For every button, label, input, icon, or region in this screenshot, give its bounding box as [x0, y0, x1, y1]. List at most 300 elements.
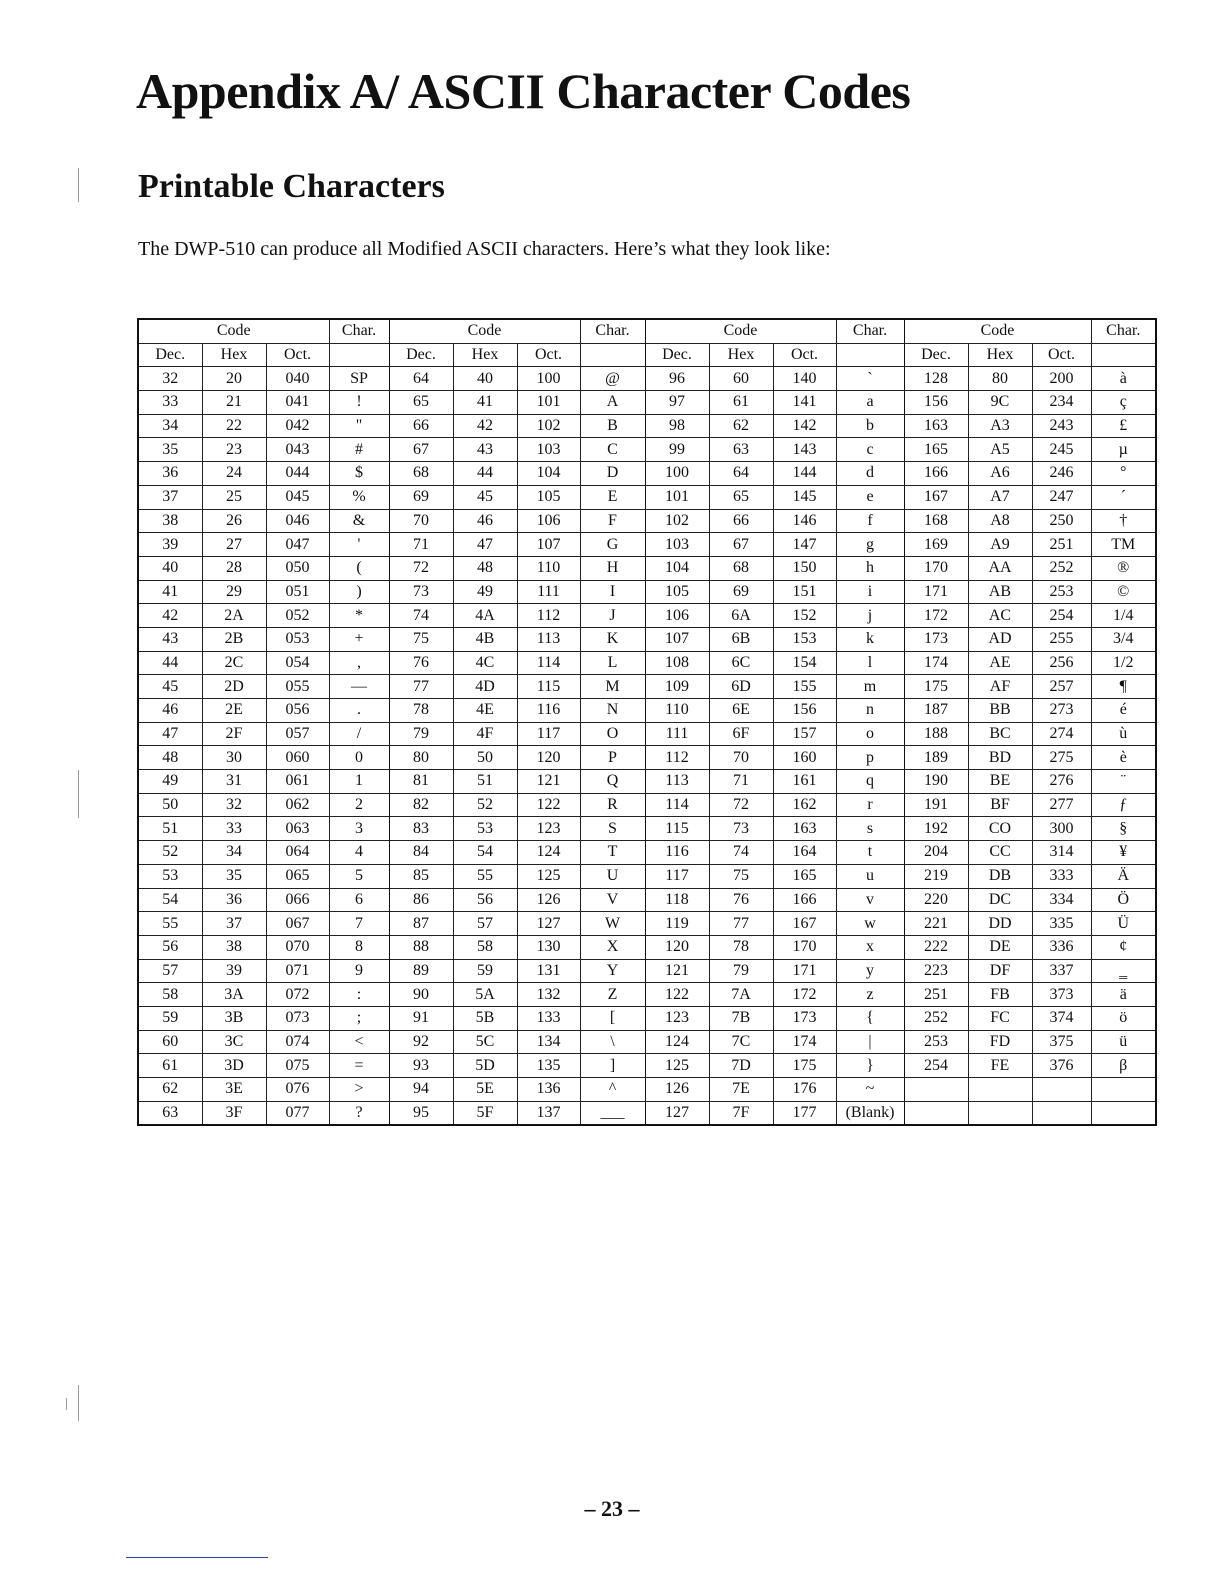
oct-cell: 126 — [517, 888, 580, 912]
dec-cell: 34 — [138, 414, 202, 438]
oct-cell — [1032, 1101, 1091, 1125]
dec-cell: 58 — [138, 983, 202, 1007]
dec-cell: 49 — [138, 770, 202, 794]
oct-cell: 243 — [1032, 414, 1091, 438]
oct-cell: 076 — [266, 1078, 329, 1102]
dec-cell: 251 — [904, 983, 968, 1007]
hex-cell: 5D — [453, 1054, 517, 1078]
hex-cell: BC — [968, 722, 1032, 746]
dec-cell: 72 — [389, 556, 453, 580]
dec-cell: 94 — [389, 1078, 453, 1102]
hex-cell: 22 — [202, 414, 266, 438]
hex-cell: 3F — [202, 1101, 266, 1125]
dec-cell: 116 — [645, 841, 709, 865]
hex-cell: 2B — [202, 627, 266, 651]
oct-cell: 120 — [517, 746, 580, 770]
oct-cell: 105 — [517, 485, 580, 509]
char-cell: X — [580, 935, 645, 959]
hex-cell: 32 — [202, 793, 266, 817]
oct-cell: 127 — [517, 912, 580, 936]
char-cell: W — [580, 912, 645, 936]
oct-cell: 160 — [773, 746, 836, 770]
hex-cell: 2C — [202, 651, 266, 675]
hex-cell: CO — [968, 817, 1032, 841]
hex-cell: 69 — [709, 580, 773, 604]
hex-cell: 2F — [202, 722, 266, 746]
hex-cell: 7D — [709, 1054, 773, 1078]
oct-cell: 103 — [517, 438, 580, 462]
dec-header: Dec. — [138, 343, 202, 367]
hex-header: Hex — [202, 343, 266, 367]
char-cell: \ — [580, 1030, 645, 1054]
dec-cell: 204 — [904, 841, 968, 865]
oct-cell: 067 — [266, 912, 329, 936]
char-cell: a — [836, 391, 904, 415]
oct-cell: 121 — [517, 770, 580, 794]
char-cell: i — [836, 580, 904, 604]
hex-cell: 37 — [202, 912, 266, 936]
hex-cell — [968, 1101, 1032, 1125]
char-cell: A — [580, 391, 645, 415]
char-cell: . — [329, 699, 389, 723]
dec-cell: 39 — [138, 533, 202, 557]
oct-cell: 163 — [773, 817, 836, 841]
hex-cell: 2D — [202, 675, 266, 699]
hex-cell: 26 — [202, 509, 266, 533]
char-cell: 6 — [329, 888, 389, 912]
oct-cell: 050 — [266, 556, 329, 580]
char-cell: * — [329, 604, 389, 628]
hex-cell: 6C — [709, 651, 773, 675]
char-cell: , — [329, 651, 389, 675]
dec-cell: 111 — [645, 722, 709, 746]
hex-cell: 34 — [202, 841, 266, 865]
char-cell: o — [836, 722, 904, 746]
hex-cell: 56 — [453, 888, 517, 912]
char-cell: ! — [329, 391, 389, 415]
hex-cell: 3C — [202, 1030, 266, 1054]
hex-cell: 55 — [453, 864, 517, 888]
table-row — [138, 367, 1156, 391]
oct-cell: 137 — [517, 1101, 580, 1125]
oct-cell: 141 — [773, 391, 836, 415]
oct-cell: 116 — [517, 699, 580, 723]
hex-cell: BB — [968, 699, 1032, 723]
dec-cell: 119 — [645, 912, 709, 936]
dec-cell: 82 — [389, 793, 453, 817]
char-cell: c — [836, 438, 904, 462]
oct-cell: 250 — [1032, 509, 1091, 533]
char-cell — [1091, 1078, 1156, 1102]
oct-cell: 161 — [773, 770, 836, 794]
code-group-header: Code — [389, 319, 580, 343]
hex-cell: 4E — [453, 699, 517, 723]
dec-cell: 104 — [645, 556, 709, 580]
code-group-header: Code — [138, 319, 329, 343]
char-cell: β — [1091, 1054, 1156, 1078]
hex-cell: 42 — [453, 414, 517, 438]
oct-cell: 373 — [1032, 983, 1091, 1007]
dec-header: Dec. — [389, 343, 453, 367]
hex-cell — [968, 1078, 1032, 1102]
hex-header: Hex — [968, 343, 1032, 367]
char-cell: Y — [580, 959, 645, 983]
oct-cell: 246 — [1032, 462, 1091, 486]
char-cell: K — [580, 627, 645, 651]
char-cell: ? — [329, 1101, 389, 1125]
hex-cell: AC — [968, 604, 1032, 628]
hex-cell: BF — [968, 793, 1032, 817]
char-cell: — — [329, 675, 389, 699]
dec-cell: 165 — [904, 438, 968, 462]
oct-cell: 047 — [266, 533, 329, 557]
oct-cell: 104 — [517, 462, 580, 486]
oct-cell: 252 — [1032, 556, 1091, 580]
dec-cell: 114 — [645, 793, 709, 817]
char-cell: ) — [329, 580, 389, 604]
hex-cell: 9C — [968, 391, 1032, 415]
hex-cell: 64 — [709, 462, 773, 486]
oct-cell: 152 — [773, 604, 836, 628]
dec-cell: 92 — [389, 1030, 453, 1054]
hex-cell: 60 — [709, 367, 773, 391]
page-number: – 23 – — [584, 1496, 640, 1521]
char-cell: p — [836, 746, 904, 770]
margin-mark — [78, 770, 79, 818]
oct-cell: 125 — [517, 864, 580, 888]
oct-cell: 055 — [266, 675, 329, 699]
char-cell: ¢ — [1091, 935, 1156, 959]
dec-cell: 252 — [904, 1006, 968, 1030]
char-cell: ƒ — [1091, 793, 1156, 817]
table-group-header-row — [138, 319, 1156, 343]
hex-cell: 73 — [709, 817, 773, 841]
hex-cell: 80 — [968, 367, 1032, 391]
char-cell: ® — [1091, 556, 1156, 580]
dec-cell: 69 — [389, 485, 453, 509]
char-cell: 0 — [329, 746, 389, 770]
char-cell: © — [1091, 580, 1156, 604]
dec-cell: 45 — [138, 675, 202, 699]
oct-cell: 046 — [266, 509, 329, 533]
hex-cell: DC — [968, 888, 1032, 912]
char-cell: k — [836, 627, 904, 651]
dec-cell: 83 — [389, 817, 453, 841]
table-row — [138, 770, 1156, 794]
hex-cell: DB — [968, 864, 1032, 888]
oct-cell: 074 — [266, 1030, 329, 1054]
dec-cell: 108 — [645, 651, 709, 675]
dec-cell: 115 — [645, 817, 709, 841]
char-cell: h — [836, 556, 904, 580]
char-cell: ~ — [836, 1078, 904, 1102]
oct-cell: 375 — [1032, 1030, 1091, 1054]
hex-cell: 78 — [709, 935, 773, 959]
char-cell: = — [329, 1054, 389, 1078]
hex-cell: DD — [968, 912, 1032, 936]
char-cell: < — [329, 1030, 389, 1054]
table-row — [138, 1101, 1156, 1125]
oct-cell: 253 — [1032, 580, 1091, 604]
char-cell: 7 — [329, 912, 389, 936]
dec-cell: 96 — [645, 367, 709, 391]
oct-cell: 251 — [1032, 533, 1091, 557]
oct-cell: 060 — [266, 746, 329, 770]
footer-rule — [126, 1557, 268, 1558]
hex-cell: FD — [968, 1030, 1032, 1054]
oct-cell: 112 — [517, 604, 580, 628]
dec-cell: 107 — [645, 627, 709, 651]
char-cell: + — [329, 627, 389, 651]
dec-cell: 125 — [645, 1054, 709, 1078]
dec-cell: 68 — [389, 462, 453, 486]
char-cell: † — [1091, 509, 1156, 533]
dec-cell: 43 — [138, 627, 202, 651]
oct-cell: 052 — [266, 604, 329, 628]
table-row — [138, 414, 1156, 438]
oct-cell: 135 — [517, 1054, 580, 1078]
oct-cell: 156 — [773, 699, 836, 723]
table-row — [138, 746, 1156, 770]
dec-cell: 52 — [138, 841, 202, 865]
oct-cell: 153 — [773, 627, 836, 651]
char-cell: : — [329, 983, 389, 1007]
oct-cell: 245 — [1032, 438, 1091, 462]
hex-cell: A3 — [968, 414, 1032, 438]
dec-cell: 36 — [138, 462, 202, 486]
hex-cell: 67 — [709, 533, 773, 557]
oct-cell: 256 — [1032, 651, 1091, 675]
oct-cell: 123 — [517, 817, 580, 841]
dec-cell: 219 — [904, 864, 968, 888]
char-cell: ' — [329, 533, 389, 557]
dec-cell: 93 — [389, 1054, 453, 1078]
hex-cell: 36 — [202, 888, 266, 912]
hex-cell: 4D — [453, 675, 517, 699]
dec-cell: 118 — [645, 888, 709, 912]
oct-cell: 041 — [266, 391, 329, 415]
hex-cell: 52 — [453, 793, 517, 817]
char-cell: S — [580, 817, 645, 841]
char-cell: L — [580, 651, 645, 675]
hex-cell: 62 — [709, 414, 773, 438]
oct-header: Oct. — [773, 343, 836, 367]
dec-cell: 84 — [389, 841, 453, 865]
oct-cell: 134 — [517, 1030, 580, 1054]
hex-cell: 53 — [453, 817, 517, 841]
hex-cell: 28 — [202, 556, 266, 580]
hex-cell: 46 — [453, 509, 517, 533]
dec-cell: 32 — [138, 367, 202, 391]
hex-cell: 51 — [453, 770, 517, 794]
dec-cell: 44 — [138, 651, 202, 675]
dec-cell: 50 — [138, 793, 202, 817]
hex-cell: 41 — [453, 391, 517, 415]
dec-cell: 102 — [645, 509, 709, 533]
dec-cell: 88 — [389, 935, 453, 959]
char-cell: T — [580, 841, 645, 865]
char-cell: ‗ — [1091, 959, 1156, 983]
hex-cell: 3A — [202, 983, 266, 1007]
oct-cell: 165 — [773, 864, 836, 888]
hex-cell: AB — [968, 580, 1032, 604]
oct-cell: 314 — [1032, 841, 1091, 865]
dec-cell: 127 — [645, 1101, 709, 1125]
oct-cell: 106 — [517, 509, 580, 533]
hex-cell: 75 — [709, 864, 773, 888]
table-row — [138, 604, 1156, 628]
dec-cell: 122 — [645, 983, 709, 1007]
char-cell: v — [836, 888, 904, 912]
hex-cell: 5B — [453, 1006, 517, 1030]
dec-cell: 97 — [645, 391, 709, 415]
char-cell: ù — [1091, 722, 1156, 746]
dec-cell: 124 — [645, 1030, 709, 1054]
hex-cell: 49 — [453, 580, 517, 604]
oct-cell: 337 — [1032, 959, 1091, 983]
char-cell: TM — [1091, 533, 1156, 557]
oct-cell: 275 — [1032, 746, 1091, 770]
oct-cell: 045 — [266, 485, 329, 509]
dec-cell: 62 — [138, 1078, 202, 1102]
dec-cell: 106 — [645, 604, 709, 628]
dec-cell: 113 — [645, 770, 709, 794]
hex-cell: 47 — [453, 533, 517, 557]
dec-cell: 221 — [904, 912, 968, 936]
dec-cell: 85 — [389, 864, 453, 888]
dec-cell: 173 — [904, 627, 968, 651]
oct-cell: 044 — [266, 462, 329, 486]
oct-cell: 277 — [1032, 793, 1091, 817]
oct-cell: 061 — [266, 770, 329, 794]
dec-cell: 77 — [389, 675, 453, 699]
oct-cell: 151 — [773, 580, 836, 604]
table-row — [138, 1054, 1156, 1078]
hex-cell: 76 — [709, 888, 773, 912]
hex-cell: 24 — [202, 462, 266, 486]
hex-cell: A5 — [968, 438, 1032, 462]
oct-cell: 247 — [1032, 485, 1091, 509]
hex-cell: 72 — [709, 793, 773, 817]
hex-cell: 45 — [453, 485, 517, 509]
char-cell: 5 — [329, 864, 389, 888]
oct-cell: 040 — [266, 367, 329, 391]
page-title: Appendix A/ ASCII Character Codes — [136, 63, 911, 119]
dec-cell: 95 — [389, 1101, 453, 1125]
oct-cell: 133 — [517, 1006, 580, 1030]
char-cell: ¥ — [1091, 841, 1156, 865]
dec-cell: 59 — [138, 1006, 202, 1030]
oct-cell: 166 — [773, 888, 836, 912]
char-cell: Q — [580, 770, 645, 794]
dec-cell: 71 — [389, 533, 453, 557]
hex-cell: 31 — [202, 770, 266, 794]
oct-cell: 077 — [266, 1101, 329, 1125]
char-cell: ] — [580, 1054, 645, 1078]
oct-cell: 147 — [773, 533, 836, 557]
table-row — [138, 1006, 1156, 1030]
dec-cell: 57 — [138, 959, 202, 983]
oct-cell: 140 — [773, 367, 836, 391]
oct-cell: 131 — [517, 959, 580, 983]
char-cell: à — [1091, 367, 1156, 391]
oct-cell: 124 — [517, 841, 580, 865]
hex-cell: 5C — [453, 1030, 517, 1054]
table-row — [138, 912, 1156, 936]
dec-cell: 171 — [904, 580, 968, 604]
dec-cell: 172 — [904, 604, 968, 628]
oct-cell: 171 — [773, 959, 836, 983]
char-cell: Ö — [1091, 888, 1156, 912]
oct-cell: 053 — [266, 627, 329, 651]
dec-cell: 110 — [645, 699, 709, 723]
dec-cell: 170 — [904, 556, 968, 580]
char-header — [836, 343, 904, 367]
char-cell: b — [836, 414, 904, 438]
hex-cell: 63 — [709, 438, 773, 462]
table-row — [138, 533, 1156, 557]
dec-cell: 42 — [138, 604, 202, 628]
hex-cell: 44 — [453, 462, 517, 486]
hex-cell: 7B — [709, 1006, 773, 1030]
dec-cell: 223 — [904, 959, 968, 983]
char-cell: N — [580, 699, 645, 723]
dec-cell: 100 — [645, 462, 709, 486]
dec-cell: 189 — [904, 746, 968, 770]
char-cell: w — [836, 912, 904, 936]
hex-cell: 50 — [453, 746, 517, 770]
table-body — [138, 367, 1156, 1126]
char-cell: G — [580, 533, 645, 557]
dec-cell: 123 — [645, 1006, 709, 1030]
oct-cell: 143 — [773, 438, 836, 462]
char-cell: ü — [1091, 1030, 1156, 1054]
hex-cell: 61 — [709, 391, 773, 415]
oct-header: Oct. — [517, 343, 580, 367]
dec-cell: 188 — [904, 722, 968, 746]
hex-cell: DE — [968, 935, 1032, 959]
oct-cell: 300 — [1032, 817, 1091, 841]
dec-cell: 33 — [138, 391, 202, 415]
table-row — [138, 438, 1156, 462]
hex-cell: 65 — [709, 485, 773, 509]
dec-cell: 254 — [904, 1054, 968, 1078]
oct-cell: 172 — [773, 983, 836, 1007]
dec-cell: 105 — [645, 580, 709, 604]
dec-cell: 56 — [138, 935, 202, 959]
char-cell: d — [836, 462, 904, 486]
char-cell: / — [329, 722, 389, 746]
char-cell: & — [329, 509, 389, 533]
dec-cell: 79 — [389, 722, 453, 746]
hex-cell: 5E — [453, 1078, 517, 1102]
char-cell: Z — [580, 983, 645, 1007]
oct-cell: 065 — [266, 864, 329, 888]
dec-cell: 40 — [138, 556, 202, 580]
char-cell: { — [836, 1006, 904, 1030]
table-row — [138, 556, 1156, 580]
char-column-header: Char. — [1091, 319, 1156, 343]
hex-cell: 6F — [709, 722, 773, 746]
hex-cell: 33 — [202, 817, 266, 841]
dec-cell: 66 — [389, 414, 453, 438]
table-row — [138, 983, 1156, 1007]
dec-cell: 47 — [138, 722, 202, 746]
oct-cell: 057 — [266, 722, 329, 746]
dec-cell: 75 — [389, 627, 453, 651]
hex-cell: 20 — [202, 367, 266, 391]
hex-cell: 70 — [709, 746, 773, 770]
